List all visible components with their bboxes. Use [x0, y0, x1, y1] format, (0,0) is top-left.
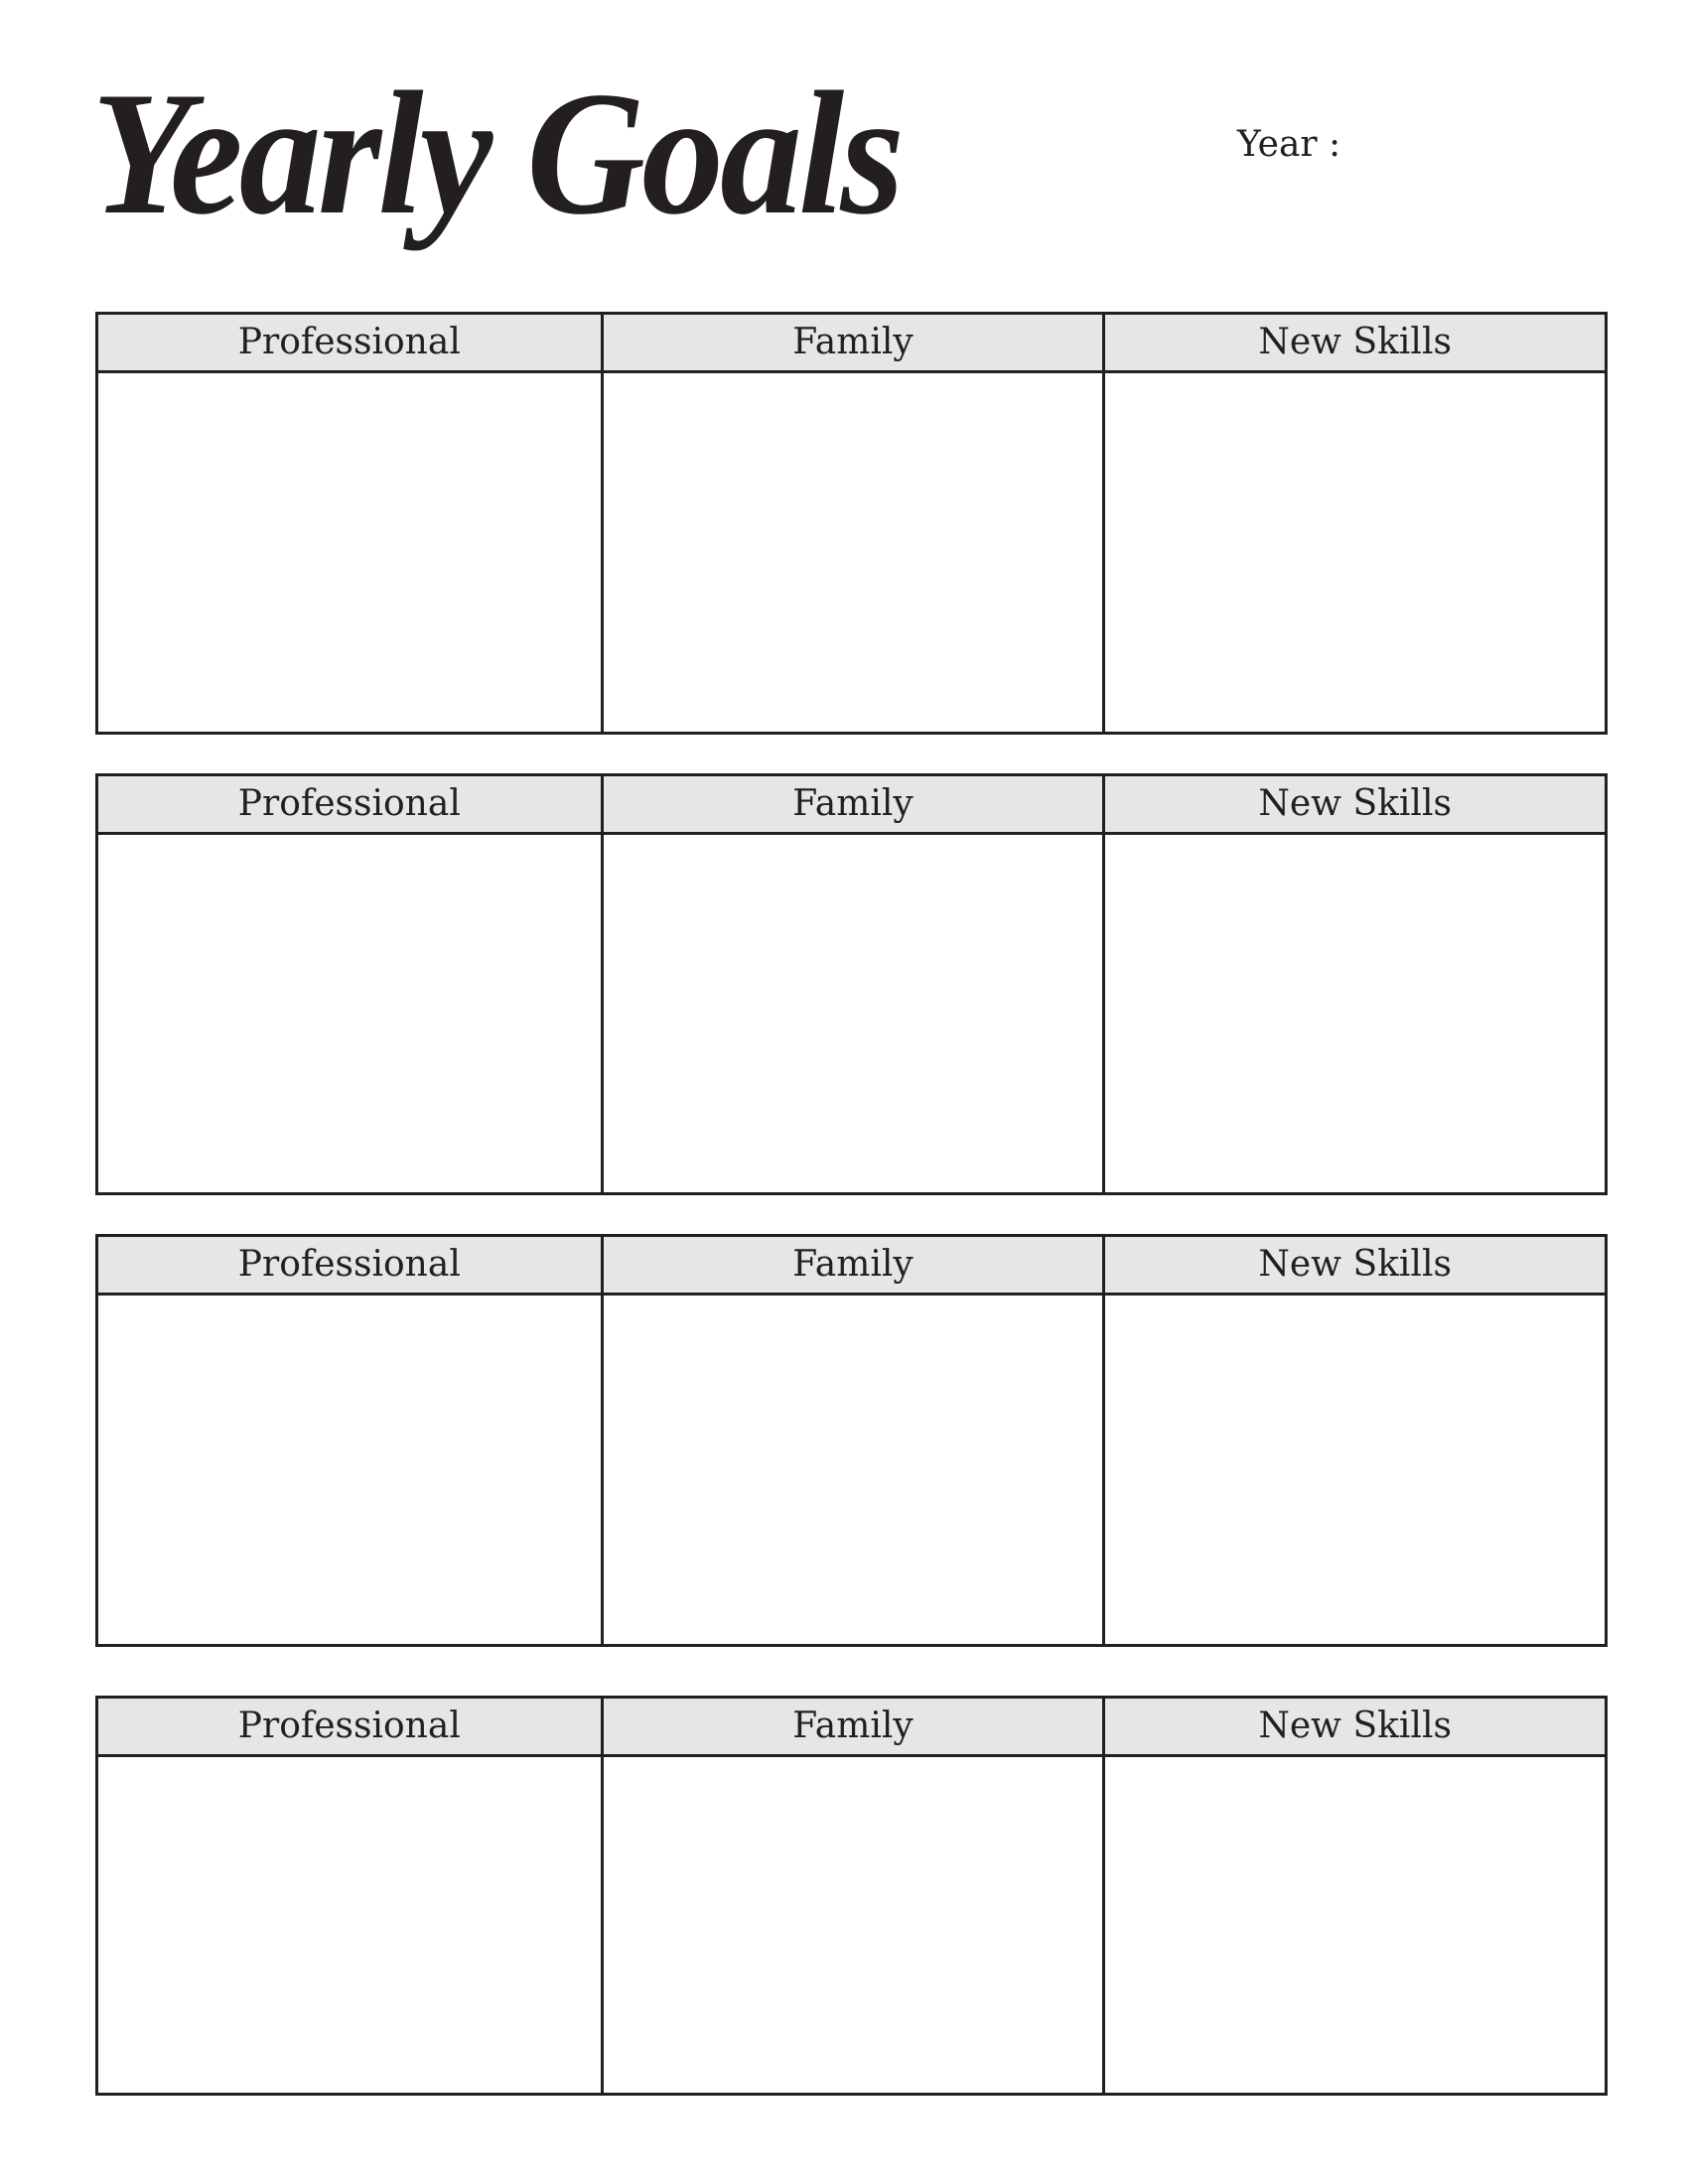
- family-goal-field[interactable]: [601, 1757, 1103, 2093]
- header-new-skills: New Skills: [1102, 1699, 1605, 1757]
- family-goal-field[interactable]: [601, 1296, 1103, 1644]
- new-skills-goal-field[interactable]: [1102, 1757, 1605, 2093]
- new-skills-goal-field[interactable]: [1102, 373, 1605, 732]
- goals-block-1: [95, 312, 1608, 735]
- header-new-skills: New Skills: [1102, 776, 1605, 835]
- header-new-skills: New Skills: [1102, 1237, 1605, 1296]
- goals-block-3: [95, 1234, 1608, 1647]
- professional-goal-field[interactable]: [98, 1296, 601, 1644]
- header-professional: Professional: [98, 1699, 601, 1757]
- header-professional: Professional: [98, 315, 601, 373]
- year-label: Year :: [1237, 124, 1341, 165]
- header-professional: Professional: [98, 1237, 601, 1296]
- goals-block-4: [95, 1696, 1608, 2096]
- header-professional: Professional: [98, 776, 601, 835]
- header-new-skills: New Skills: [1102, 315, 1605, 373]
- family-goal-field[interactable]: [601, 835, 1103, 1192]
- professional-goal-field[interactable]: [98, 835, 601, 1192]
- goals-block-2: [95, 773, 1608, 1195]
- new-skills-goal-field[interactable]: [1102, 1296, 1605, 1644]
- header-family: Family: [601, 315, 1103, 373]
- professional-goal-field[interactable]: [98, 1757, 601, 2093]
- page-title: Yearly Goals: [91, 55, 902, 251]
- header-family: Family: [601, 776, 1103, 835]
- family-goal-field[interactable]: [601, 373, 1103, 732]
- professional-goal-field[interactable]: [98, 373, 601, 732]
- new-skills-goal-field[interactable]: [1102, 835, 1605, 1192]
- header-family: Family: [601, 1237, 1103, 1296]
- header-family: Family: [601, 1699, 1103, 1757]
